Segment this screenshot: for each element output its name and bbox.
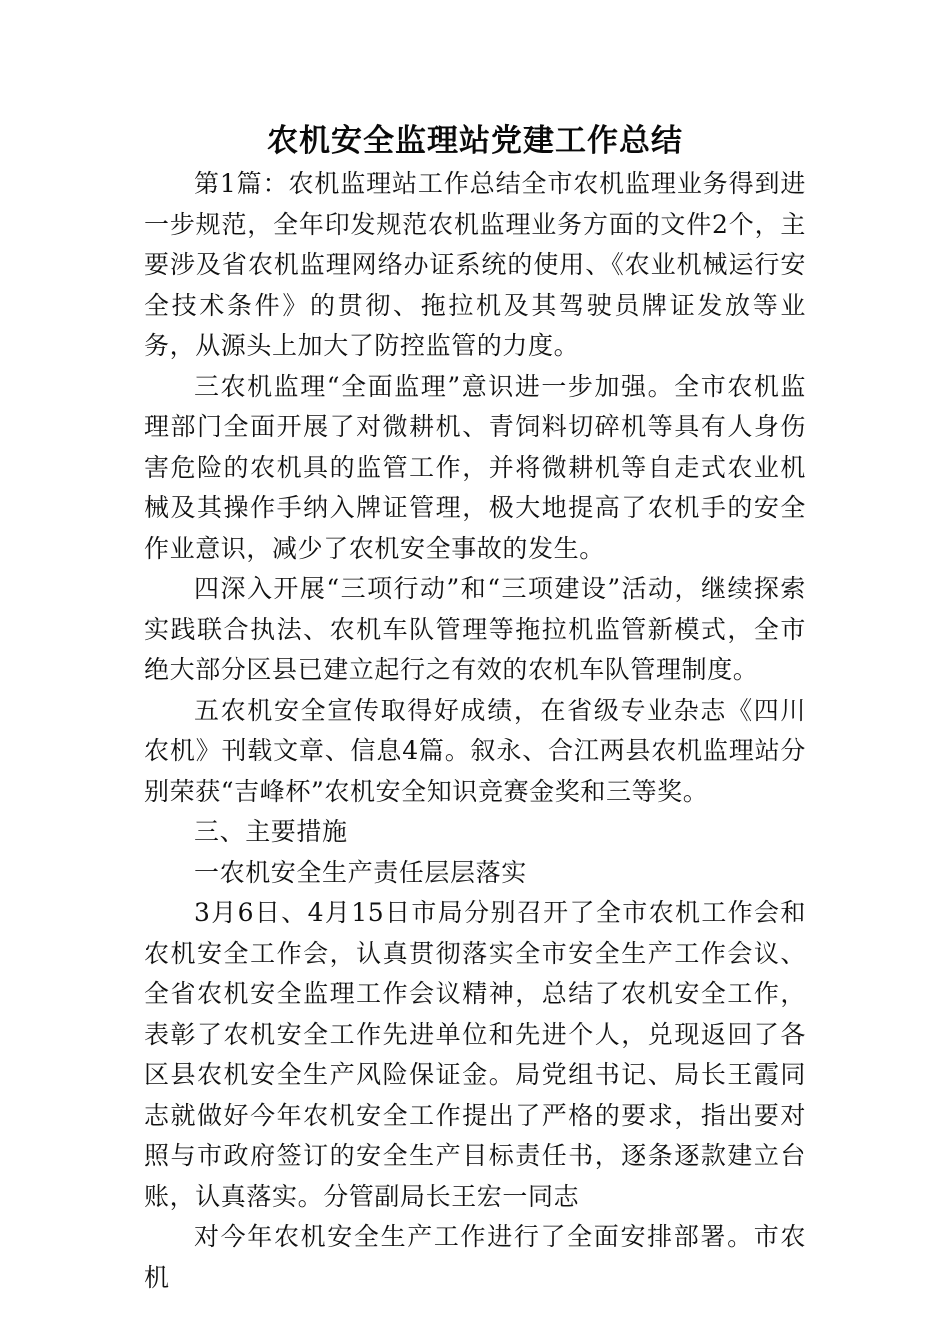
subheading-responsibility: 一农机安全生产责任层层落实 xyxy=(194,857,527,887)
paragraph-2: 三农机监理“全面监理”意识进一步加强。全市农机监理部门全面开展了对微耕机、青饲料切碎机等具有人身伤害危险的农机具的监管工作，并将微耕机等自走式农业机械及其操作手纳入牌证管理，极大地提高了农机手的安全作业意识，减少了农机安全事故的发生。 xyxy=(144,371,806,563)
paragraph-3: 四深入开展“三项行动”和“三项建设”活动，继续探索实践联合执法、农机车队管理等拖拉机监管新模式，全市绝大部分区县已建立起行之有效的农机车队管理制度。 xyxy=(144,574,806,684)
document-title: 农机安全监理站党建工作总结 xyxy=(267,123,683,159)
paragraph-1: 第1篇：农机监理站工作总结全市农机监理业务得到进一步规范，全年印发规范农机监理业务方面的文件2个，主要涉及省农机监理网络办证系统的使用、《农业机械运行安全技术条件》的贯彻、拖拉机及其驾驶员牌证发放等业务，从源头上加大了防控监管的力度。 xyxy=(144,169,806,360)
section-heading-measures: 三、主要措施 xyxy=(194,817,348,846)
paragraph-4: 五农机安全宣传取得好成绩，在省级专业杂志《四川农机》刊载文章、信息4篇。叙永、合江两县农机监理站分别荣获“吉峰杯”农机安全知识竞赛金奖和三等奖。 xyxy=(144,695,806,806)
paragraph-6: 对今年农机安全生产工作进行了全面安排部署。市农机 xyxy=(144,1222,806,1292)
paragraph-5: 3月6日、4月15日市局分别召开了全市农机工作会和农机安全工作会，认真贯彻落实全市安全生产工作会议、全省农机安全监理工作会议精神，总结了农机安全工作，表彰了农机安全工作先进单位和先进个人，兑现返回了各区县农机安全生产风险保证金。局党组书记、局长王霞同志就做好今年农机安全工作提出了严格的要求，指出要对照与市政府签订的安全生产目标责任书，逐条逐款建立台账，认真落实。分管副局长王宏一同志 xyxy=(144,898,806,1211)
document-body xyxy=(144,118,806,1298)
